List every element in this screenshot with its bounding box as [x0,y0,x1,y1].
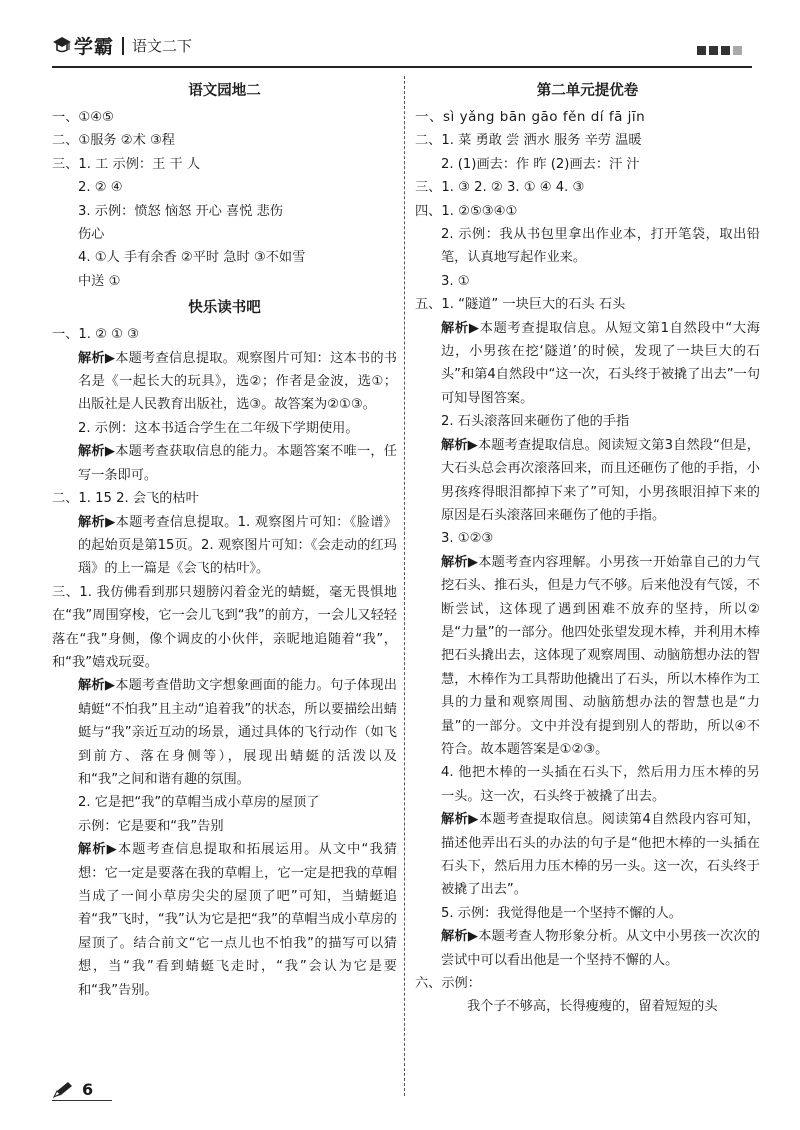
answer-line: 3. 示例：愤怒 恼怒 开心 喜悦 悲伤 [78,203,283,219]
answer-line: 伤心 [78,227,105,243]
analysis-paragraph: 解析▶本题考查提取信息。阅读短文第3自然段“但是，大石头总会再次滚落回来，而且还砸伤了他的手指，小男孩疼得眼泪都掉下来了”可知，小男孩眼泪掉下来的原因是石头滚落回来砸伤了他的手指。 [441,437,760,523]
answer-line: 2. ② ④ [78,180,123,196]
section-title-unit-test: 第二单元提优卷 [536,83,639,99]
column-divider [404,76,405,1096]
answer-line: 2. 示例：这本书适合学生在二年级下学期使用。 [78,420,359,436]
section-title-kuaile-dushuba: 快乐读书吧 [188,300,261,317]
answer-line: 示例：它是要和“我”告别 [78,818,224,834]
brand-separator [122,37,124,55]
answer-line: 二、1. 15 2. 会飞的枯叶 [52,491,199,507]
analysis-tag: 解析▶ [441,437,478,453]
analysis-paragraph: 解析▶本题考查信息提取。1. 观察图片可知：《脸谱》的起始页是第15页。2. 观察图片可知：《会走动的红玛瑙》的上一篇是《会飞的枯叶》。 [78,514,397,577]
answer-line: 2. (1)画去：作 昨 (2)画去：汗 汁 [441,156,640,172]
analysis-tag: 解析▶ [78,842,118,858]
answer-line: 5. 示例：我觉得他是一个坚持不懈的人。 [441,905,682,921]
answer-line: 4. ①人 手有余香 ②平时 急时 ③不如雪 [78,250,306,266]
answer-line: 一、①④⑤ [52,110,114,125]
analysis-tag: 解析▶ [78,350,116,366]
analysis-tag: 解析▶ [441,320,480,336]
answer-line: 3. ① [441,273,470,289]
answer-line: 中送 ① [78,273,121,289]
answer-line: 三、1. 我仿佛看到那只翅膀闪着金光的蜻蜓，毫无畏惧地在“我”周围穿梭，它一会儿飞到“我”的前方，一会儿又轻轻落在“我”身侧，像个调皮的小伙伴，亲昵地追随着“我”，和“我”嬉戏玩耍。 [52,584,397,670]
answer-line: 二、1. 菜 勇敢 尝 洒水 服务 辛劳 温暖 [415,133,642,149]
pencil-icon [52,1081,74,1099]
sample-essay-line: 我个子不够高，长得瘦瘦的，留着短短的头 [467,999,718,1015]
analysis-tag: 解析▶ [441,812,479,828]
analysis-paragraph: 解析▶本题考查提取信息。阅读第4自然段内容可知，描述他弄出石头的办法的句子是“他把木棒的一头插在石头下，然后用力压木棒的另一头。这一次，石头终于被撬了出去”。 [441,812,760,898]
answer-line: 五、1. “隧道” 一块巨大的石头 石头 [415,297,626,313]
left-column [52,76,397,1002]
answer-line: 4. 他把木棒的一头插在石头下，然后用力压木棒的另一头。这一次，石头终于被撬了出去。 [441,765,760,804]
analysis-paragraph: 解析▶本题考查人物形象分析。从文中小男孩一次次的尝试中可以看出他是一个坚持不懈的人。 [441,929,760,968]
answer-line: 三、1. 工 示例：王 干 人 [52,156,201,172]
mortarboard-icon [52,33,72,59]
pinyin-answer: 一、sì yǎng bān gāo fěn dí fā jīn [415,109,646,125]
answer-line: 六、示例： [415,976,481,992]
analysis-paragraph: 解析▶本题考查提取信息。从短文第1自然段中“大海边，小男孩在挖‘隧道’的时候，发现了一块巨大的石头”和第4自然段中“这一次，石头终于被撬了出去”一句可知导图答案。 [441,320,761,406]
analysis-paragraph: 解析▶本题考查获取信息的能力。本题答案不唯一，任写一条即可。 [78,444,397,483]
answer-line: 三、1. ③ 2. ② 3. ① ④ 4. ③ [415,180,585,196]
analysis-paragraph: 解析▶本题考查信息提取和拓展运用。从文中“我猜想：它一定是要落在我的草帽上，它一定是把我的草帽当成了一间小草房尖尖的屋顶了吧”可知，当蜻蜓追着“我”飞时，“我”认为它是把“我”的草帽当成小草房的屋顶了。结合前文“它一点儿也不怕我”的描写可以猜想，当“我”看到蜻蜓飞走时，“我”会认为它是要和“我”告别。 [78,842,397,998]
analysis-paragraph: 解析▶本题考查信息提取。观察图片可知：这本书的书名是《一起长大的玩具》，选②；作者是金波，选①；出版社是人民教育出版社，选③。故答案为②①③。 [78,350,397,413]
page-number: 6 [82,1080,94,1099]
right-column [415,76,760,1019]
analysis-paragraph: 解析▶本题考查借助文字想象画面的能力。句子体现出蜻蜓“不怕我”且主动“追着我”的状态，所以要描绘出蜻蜓与“我”亲近互动的场景，通过具体的飞行动作（如飞到前方、落在身侧等），展现出蜻蜓的活泼以及和“我”之间和谐有趣的氛围。 [78,678,397,787]
footer-rule [52,1100,112,1101]
brand-name: 学霸 [74,36,115,58]
section-title-yuwenyuandi: 语文园地二 [188,83,261,99]
header-decoration [697,46,742,55]
answer-line: 四、1. ②⑤③④① [415,203,518,219]
subject-label: 语文二下 [132,37,193,55]
answer-line: 2. 石头滚落回来砸伤了他的手指 [441,414,630,430]
analysis-tag: 解析▶ [441,929,479,945]
answer-line: 2. 它是把“我”的草帽当成小草房的屋顶了 [78,795,320,811]
answer-line: 一、1. ② ① ③ [52,327,139,343]
answer-line: 2. 示例：我从书包里拿出作业本，打开笔袋，取出铅笔，认真地写起作业来。 [441,227,760,266]
brand [52,32,192,59]
answer-line: 二、①服务 ②术 ③程 [52,133,175,149]
analysis-tag: 解析▶ [78,678,116,694]
analysis-tag: 解析▶ [441,554,479,570]
answer-line: 3. ①②③ [441,531,494,547]
page-header [52,30,752,68]
analysis-tag: 解析▶ [78,514,116,530]
page-footer [52,1080,93,1099]
analysis-tag: 解析▶ [78,444,116,460]
analysis-paragraph: 解析▶本题考查内容理解。小男孩一开始靠自己的力气挖石头、推石头，但是力气不够。后来他没有气馁，不断尝试，这体现了遇到困难不放弃的坚持，所以②是“力量”的一部分。他四处张望发现木棒，并利用木棒把石头撬出去，这体现了观察周围、动脑筋想办法的智慧，木棒作为工具帮助他撬出了石头，所以木棒作为工具的力量和观察周围、动脑筋想办法的智慧也是“力量”的一部分。文中并没有提到别人的帮助，所以④不符合。故本题答案是①②③。 [441,554,760,757]
